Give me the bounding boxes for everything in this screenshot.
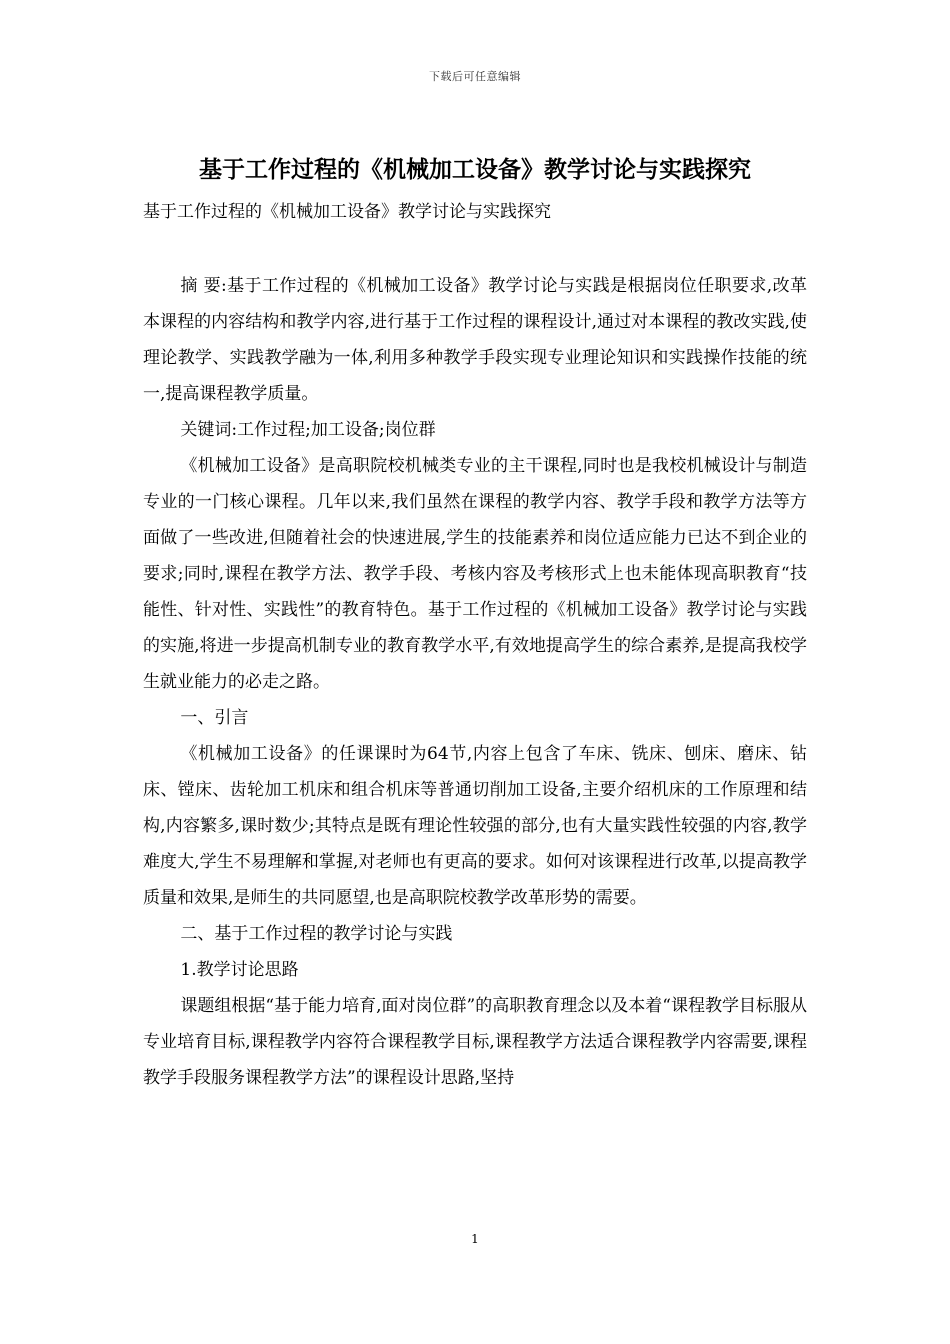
header-note: 下载后可任意编辑 xyxy=(429,70,521,83)
intro-paragraph: 《机械加工设备》是高职院校机械类专业的主干课程,同时也是我校机械设计与制造专业的一门核心课程。几年以来,我们虽然在课程的教学内容、教学手段和教学方法等方面做了一些改进,但随着社会的快速进展,学生的技能素养和岗位适应能力已达不到企业的要求;同时,课程在教学方法、教学手段、考核内容及考核形式上也未能体现高职教育“技能性、针对性、实践性”的教育特色。基于工作过程的《机械加工设备》教学讨论与实践的实施,将进一步提高机制专业的教育教学水平,有效地提高学生的综合素养,是提高我校学生就业能力的必走之路。 xyxy=(143,456,807,692)
section-1-paragraph: 《机械加工设备》的任课课时为64节,内容上包含了车床、铣床、刨床、磨床、钻床、镗床、齿轮加工机床和组合机床等普通切削加工设备,主要介绍机床的工作原理和结构,内容繁多,课时数少;其特点是既有理论性较强的部分,也有大量实践性较强的内容,教学难度大,学生不易理解和掌握,对老师也有更高的要求。如何对该课程进行改革,以提高教学质量和效果,是师生的共同愿望,也是高职院校教学改革形势的需要。 xyxy=(143,744,807,908)
section-heading-1: 一、引言 xyxy=(180,708,249,728)
keywords-paragraph: 关键词:工作过程;加工设备;岗位群 xyxy=(180,420,436,440)
subsection-heading-2-1: 1.教学讨论思路 xyxy=(180,960,299,980)
document-subtitle: 基于工作过程的《机械加工设备》教学讨论与实践探究 xyxy=(143,202,551,222)
document-body xyxy=(143,268,807,1096)
section-heading-2: 二、基于工作过程的教学讨论与实践 xyxy=(180,924,453,944)
subsection-2-1-paragraph: 课题组根据“基于能力培育,面对岗位群”的高职教育理念以及本着“课程教学目标服从专业培育目标,课程教学内容符合课程教学目标,课程教学方法适合课程教学内容需要,课程教学手段服务课程教学方法”的课程设计思路,坚持 xyxy=(143,996,807,1088)
abstract-paragraph: 摘 要:基于工作过程的《机械加工设备》教学讨论与实践是根据岗位任职要求,改革本课程的内容结构和教学内容,进行基于工作过程的课程设计,通过对本课程的教改实践,使理论教学、实践教学融为一体,利用多种教学手段实现专业理论知识和实践操作技能的统一,提高课程教学质量。 xyxy=(143,276,807,404)
document-title: 基于工作过程的《机械加工设备》教学讨论与实践探究 xyxy=(199,156,751,183)
page-number: 1 xyxy=(471,1232,479,1246)
